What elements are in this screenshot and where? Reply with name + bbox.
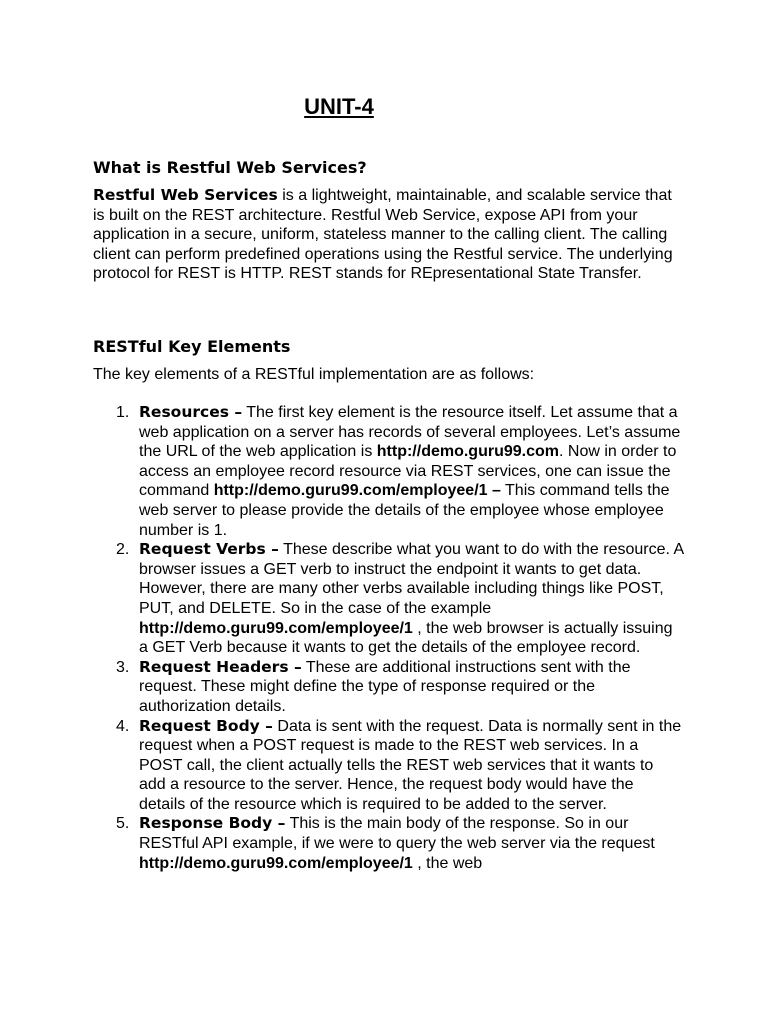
list-item-text: This is the main body of the response. So in our RESTful API example, if we were to query the web server via the request [139,815,655,853]
list-item-response-body [116,814,684,873]
list-item-resources [116,403,684,540]
list-item-term: Request Body – [139,716,273,735]
list-item-term: Resources – [139,403,243,421]
key-elements-list [116,403,684,873]
list-item-text: Data is sent with the request. Data is normally sent in the request when a POST request is made to the REST web services. In a POST call, the client actually tells the REST web services that it wants to add a resource to the server. Hence, the request body would have the details of the resource which is required to be added to the server. [139,717,682,813]
url-text: http://demo.guru99.com/employee/1 – [213,482,501,500]
list-item-text: , the web [412,854,483,872]
list-item-number: 5. [116,815,130,833]
list-item-text: These are additional instructions sent with the request. These might define the type of response required or the authorization details. [139,658,631,715]
url-text: http://demo.guru99.com [376,443,559,461]
list-item-text: , the web browser is actually issuing a GET Verb because it wants to get the details of the employee record. [139,619,673,657]
list-item-number: 3. [116,658,130,676]
intro-term: Restful Web Services [93,186,278,204]
list-item-request-body [116,716,684,815]
list-item-number: 2. [116,541,130,559]
list-item-request-headers [116,657,684,717]
intro-text: is a lightweight, maintainable, and scalable service that is built on the REST architecture. Restful Web Service, expose API from your application in a secure, uniform, stateless manner to the calling client. The calling client can perform predefined operations using the Restful service. The underlying protocol for REST is HTTP. REST stands for REpresentational State Transfer. [93,187,673,283]
section-heading-key-elements: RESTful Key Elements [93,337,291,356]
list-item-text: . Now in order to access an employee record resource via REST services, one can issue the command [139,443,677,500]
list-item-number: 1. [116,404,130,421]
intro-paragraph [93,186,683,284]
page-title: UNIT-4 [304,94,374,119]
key-elements-intro: The key elements of a RESTful implementation are as follows: [93,366,535,383]
list-item-text: These describe what you want to do with the resource. A browser issues a GET verb to instruct the endpoint it wants to get data. However, there are many other verbs available including things like POST, PUT, and DELETE. So in the case of the example [139,541,684,617]
list-item-term: Request Verbs – [139,540,279,559]
list-item-text: The first key element is the resource itself. Let assume that a web application on a server has records of several employees. Let’s assume the URL of the web application is [139,404,681,461]
list-item-number: 4. [116,717,130,735]
list-item-text: This command tells the web server to please provide the details of the employee whose employee number is 1. [139,482,670,539]
url-text: http://demo.guru99.com/employee/1 [139,619,413,637]
list-item-request-verbs [116,540,684,658]
list-item-term: Response Body – [139,814,286,833]
list-item-term: Request Headers – [139,657,302,676]
url-text: http://demo.guru99.com/employee/1 [139,854,413,872]
section-heading-restful: What is Restful Web Services? [93,158,367,177]
